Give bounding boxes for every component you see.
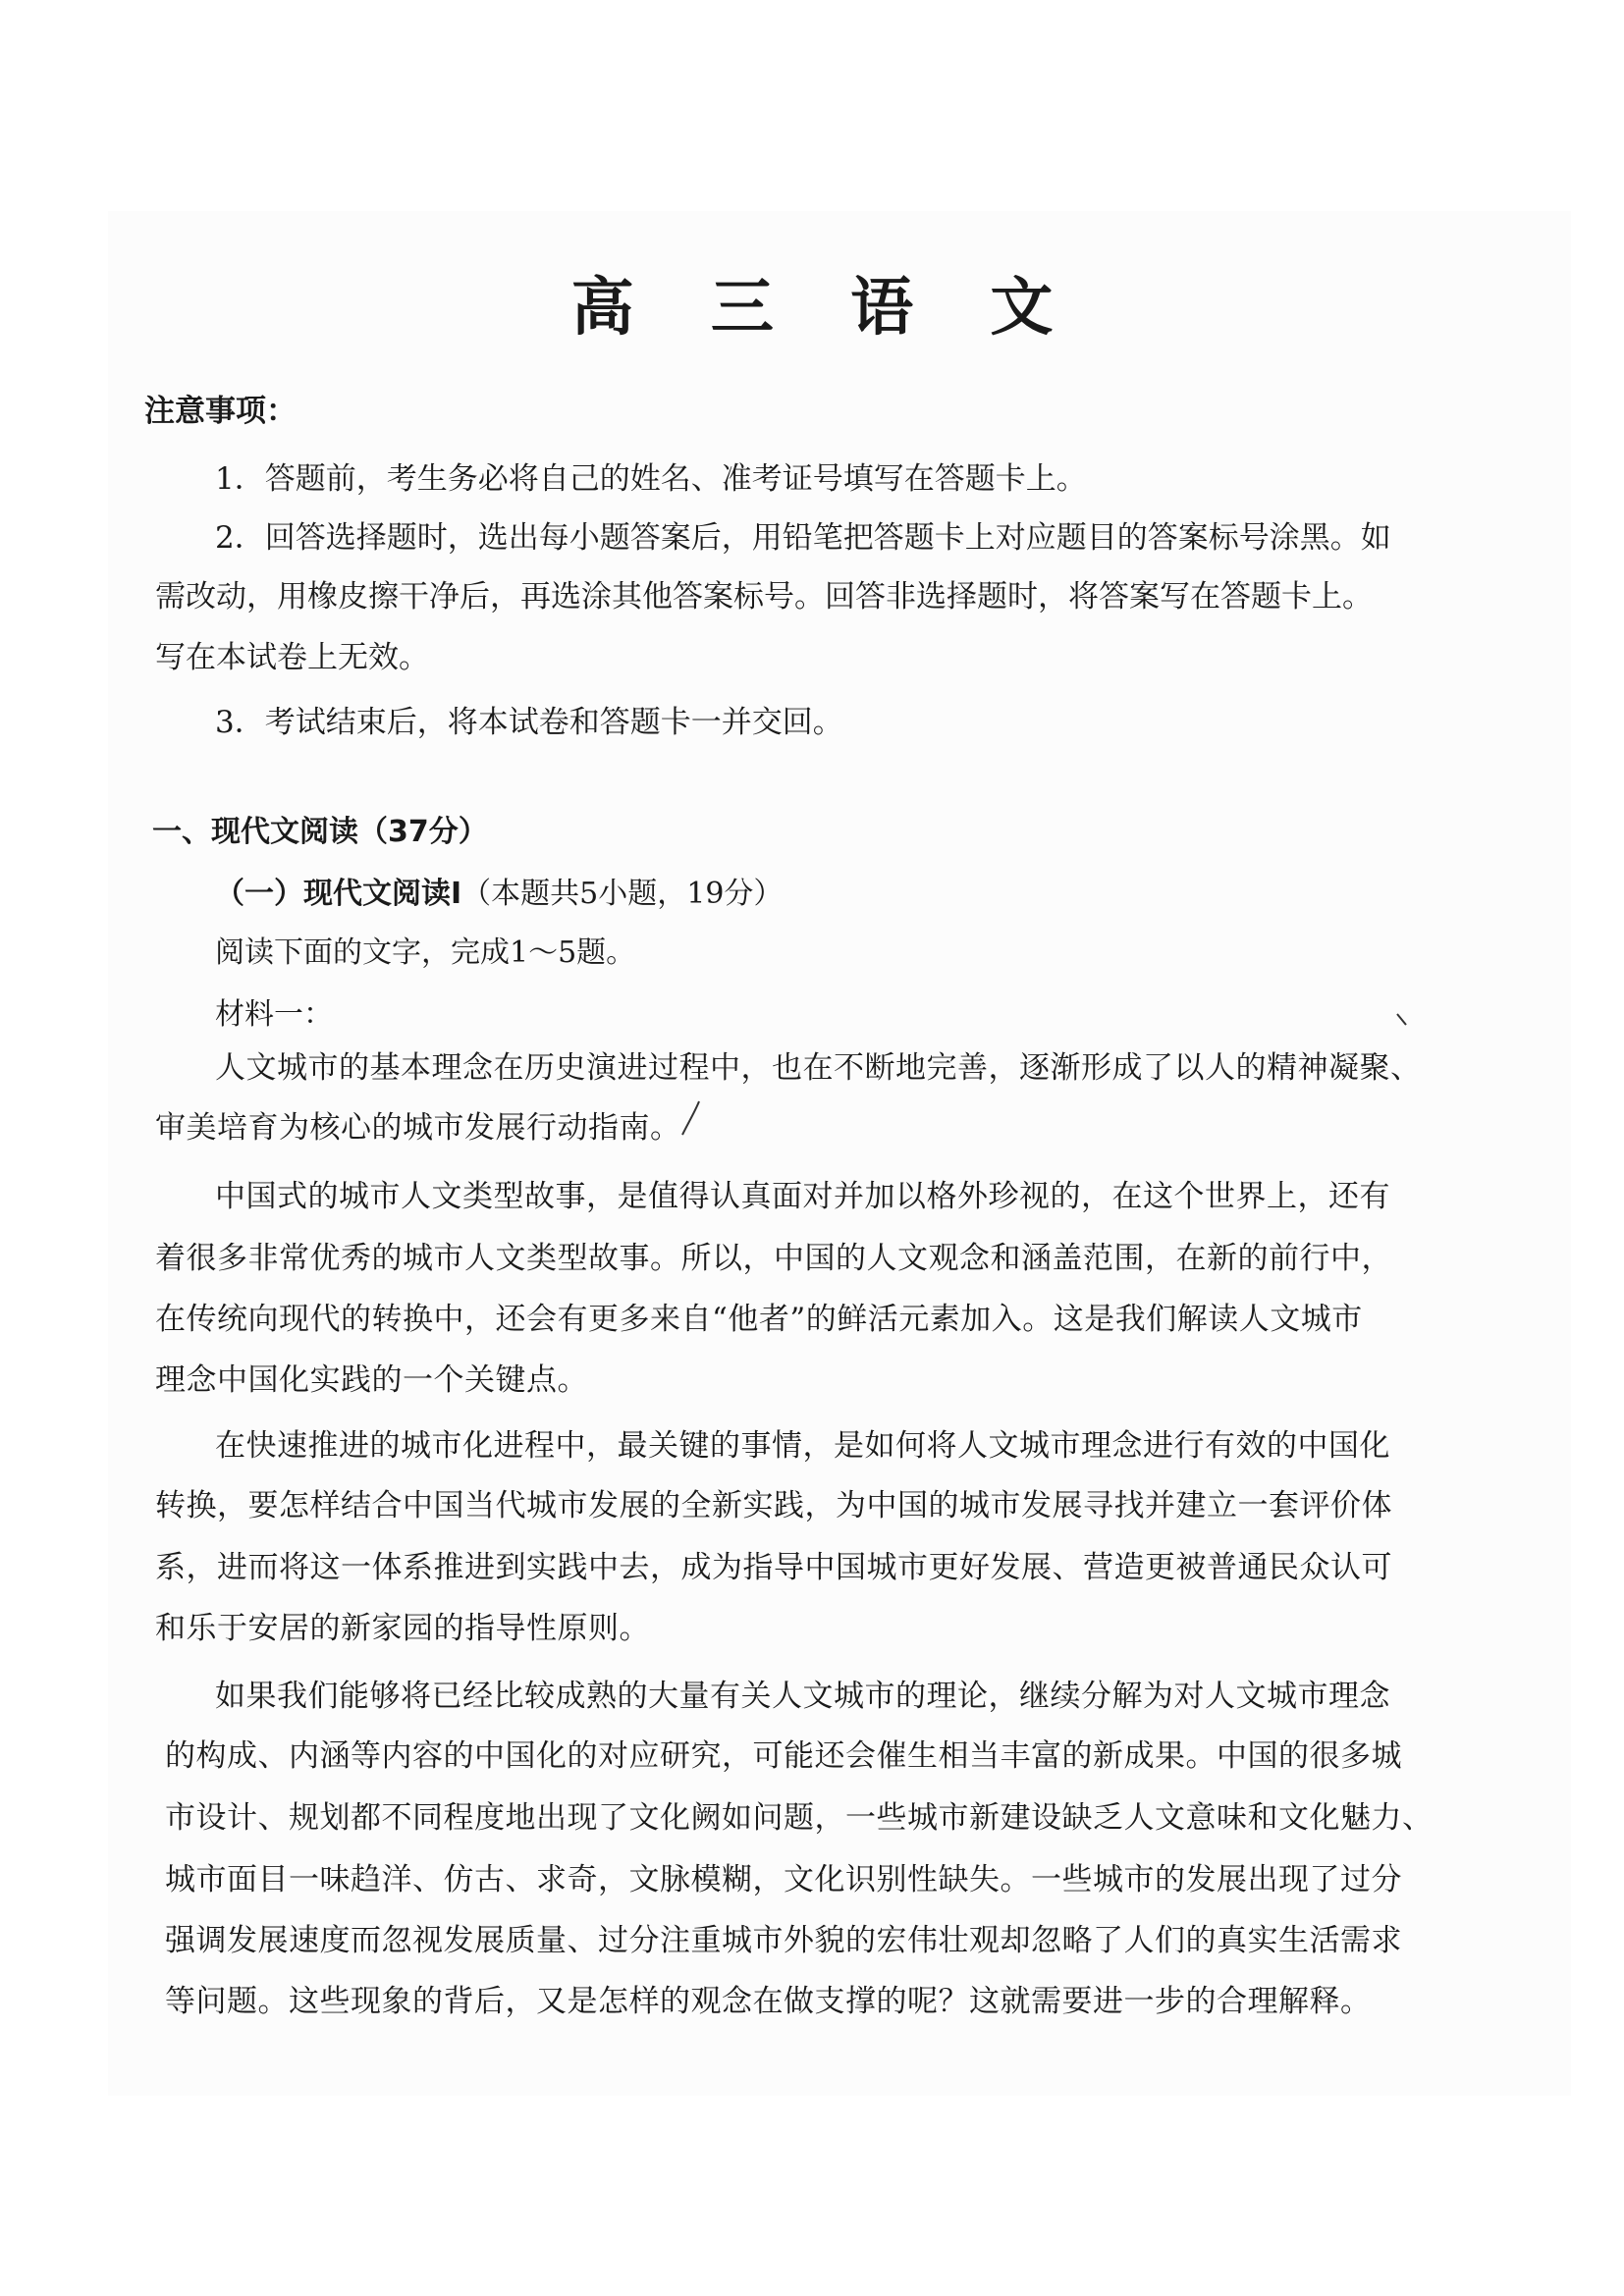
- section-title: 一、现代文阅读（37分）: [152, 815, 488, 849]
- text-line: 系，进而将这一体系推进到实践中去，成为指导中国城市更好发展、营造更被普通民众认可: [155, 1550, 1392, 1585]
- text-line: 的构成、内涵等内容的中国化的对应研究，可能还会催生相当丰富的新成果。中国的很多城: [165, 1738, 1402, 1774]
- subsection-label: （一）现代文阅读Ⅰ: [215, 877, 462, 911]
- page-title: 高 三 语 文: [570, 271, 1081, 345]
- notice-line-1: 1．答题前，考生务必将自己的姓名、准考证号填写在答题卡上。: [215, 461, 1087, 497]
- text-line: 理念中国化实践的一个关键点。: [155, 1362, 588, 1398]
- text-line: 如果我们能够将已经比较成熟的大量有关人文城市的理论，继续分解为对人文城市理念: [215, 1679, 1390, 1714]
- subsection-info: （本题共5小题，19分）: [461, 877, 784, 911]
- text-line: 中国式的城市人文类型故事，是值得认真面对并加以格外珍视的，在这个世界上，还有: [215, 1179, 1390, 1214]
- material-label: 材料一：: [215, 997, 333, 1032]
- text-line: 等问题。这些现象的背后，又是怎样的观念在做支撑的呢？这就需要进一步的合理解释。: [165, 1984, 1372, 2019]
- text-line: 在快速推进的城市化进程中，最关键的事情，是如何将人文城市理念进行有效的中国化: [215, 1428, 1390, 1464]
- text-line: 人文城市的基本理念在历史演进过程中，也在不断地完善，逐渐形成了以人的精神凝聚、: [215, 1050, 1422, 1086]
- reading-instruction: 阅读下面的文字，完成1～5题。: [215, 935, 636, 970]
- notice-line-3: 需改动，用橡皮擦干净后，再选涂其他答案标号。回答非选择题时，将答案写在答题卡上。: [155, 579, 1373, 614]
- text-line: 着很多非常优秀的城市人文类型故事。所以，中国的人文观念和涵盖范围，在新的前行中，: [155, 1241, 1392, 1276]
- text-line: 市设计、规划都不同程度地出现了文化阙如问题，一些城市新建设缺乏人文意味和文化魅力、: [165, 1800, 1434, 1836]
- text-line: 在传统向现代的转换中，还会有更多来自“他者”的鲜活元素加入。这是我们解读人文城市: [155, 1302, 1363, 1337]
- subsection-heading: [215, 869, 783, 912]
- text-line: 和乐于安居的新家园的指导性原则。: [155, 1611, 650, 1646]
- text-line: 强调发展速度而忽视发展质量、过分注重城市外貌的宏伟壮观却忽略了人们的真实生活需求: [165, 1923, 1402, 1958]
- notice-heading: 注意事项：: [144, 394, 297, 429]
- text-line: 审美培育为核心的城市发展行动指南。: [155, 1110, 681, 1146]
- notice-line-5: 3．考试结束后，将本试卷和答题卡一并交回。: [215, 705, 843, 740]
- text-line: 转换，要怎样结合中国当代城市发展的全新实践，为中国的城市发展寻找并建立一套评价体: [155, 1488, 1392, 1523]
- notice-line-4: 写在本试卷上无效。: [155, 640, 429, 675]
- text-line: 城市面目一味趋洋、仿古、求奇，文脉模糊，文化识别性缺失。一些城市的发展出现了过分: [165, 1862, 1402, 1897]
- pen-mark: [677, 1099, 707, 1139]
- pen-mark: [1394, 1011, 1414, 1031]
- notice-line-2: 2．回答选择题时，选出每小题答案后，用铅笔把答题卡上对应题目的答案标号涂黑。如: [215, 520, 1391, 556]
